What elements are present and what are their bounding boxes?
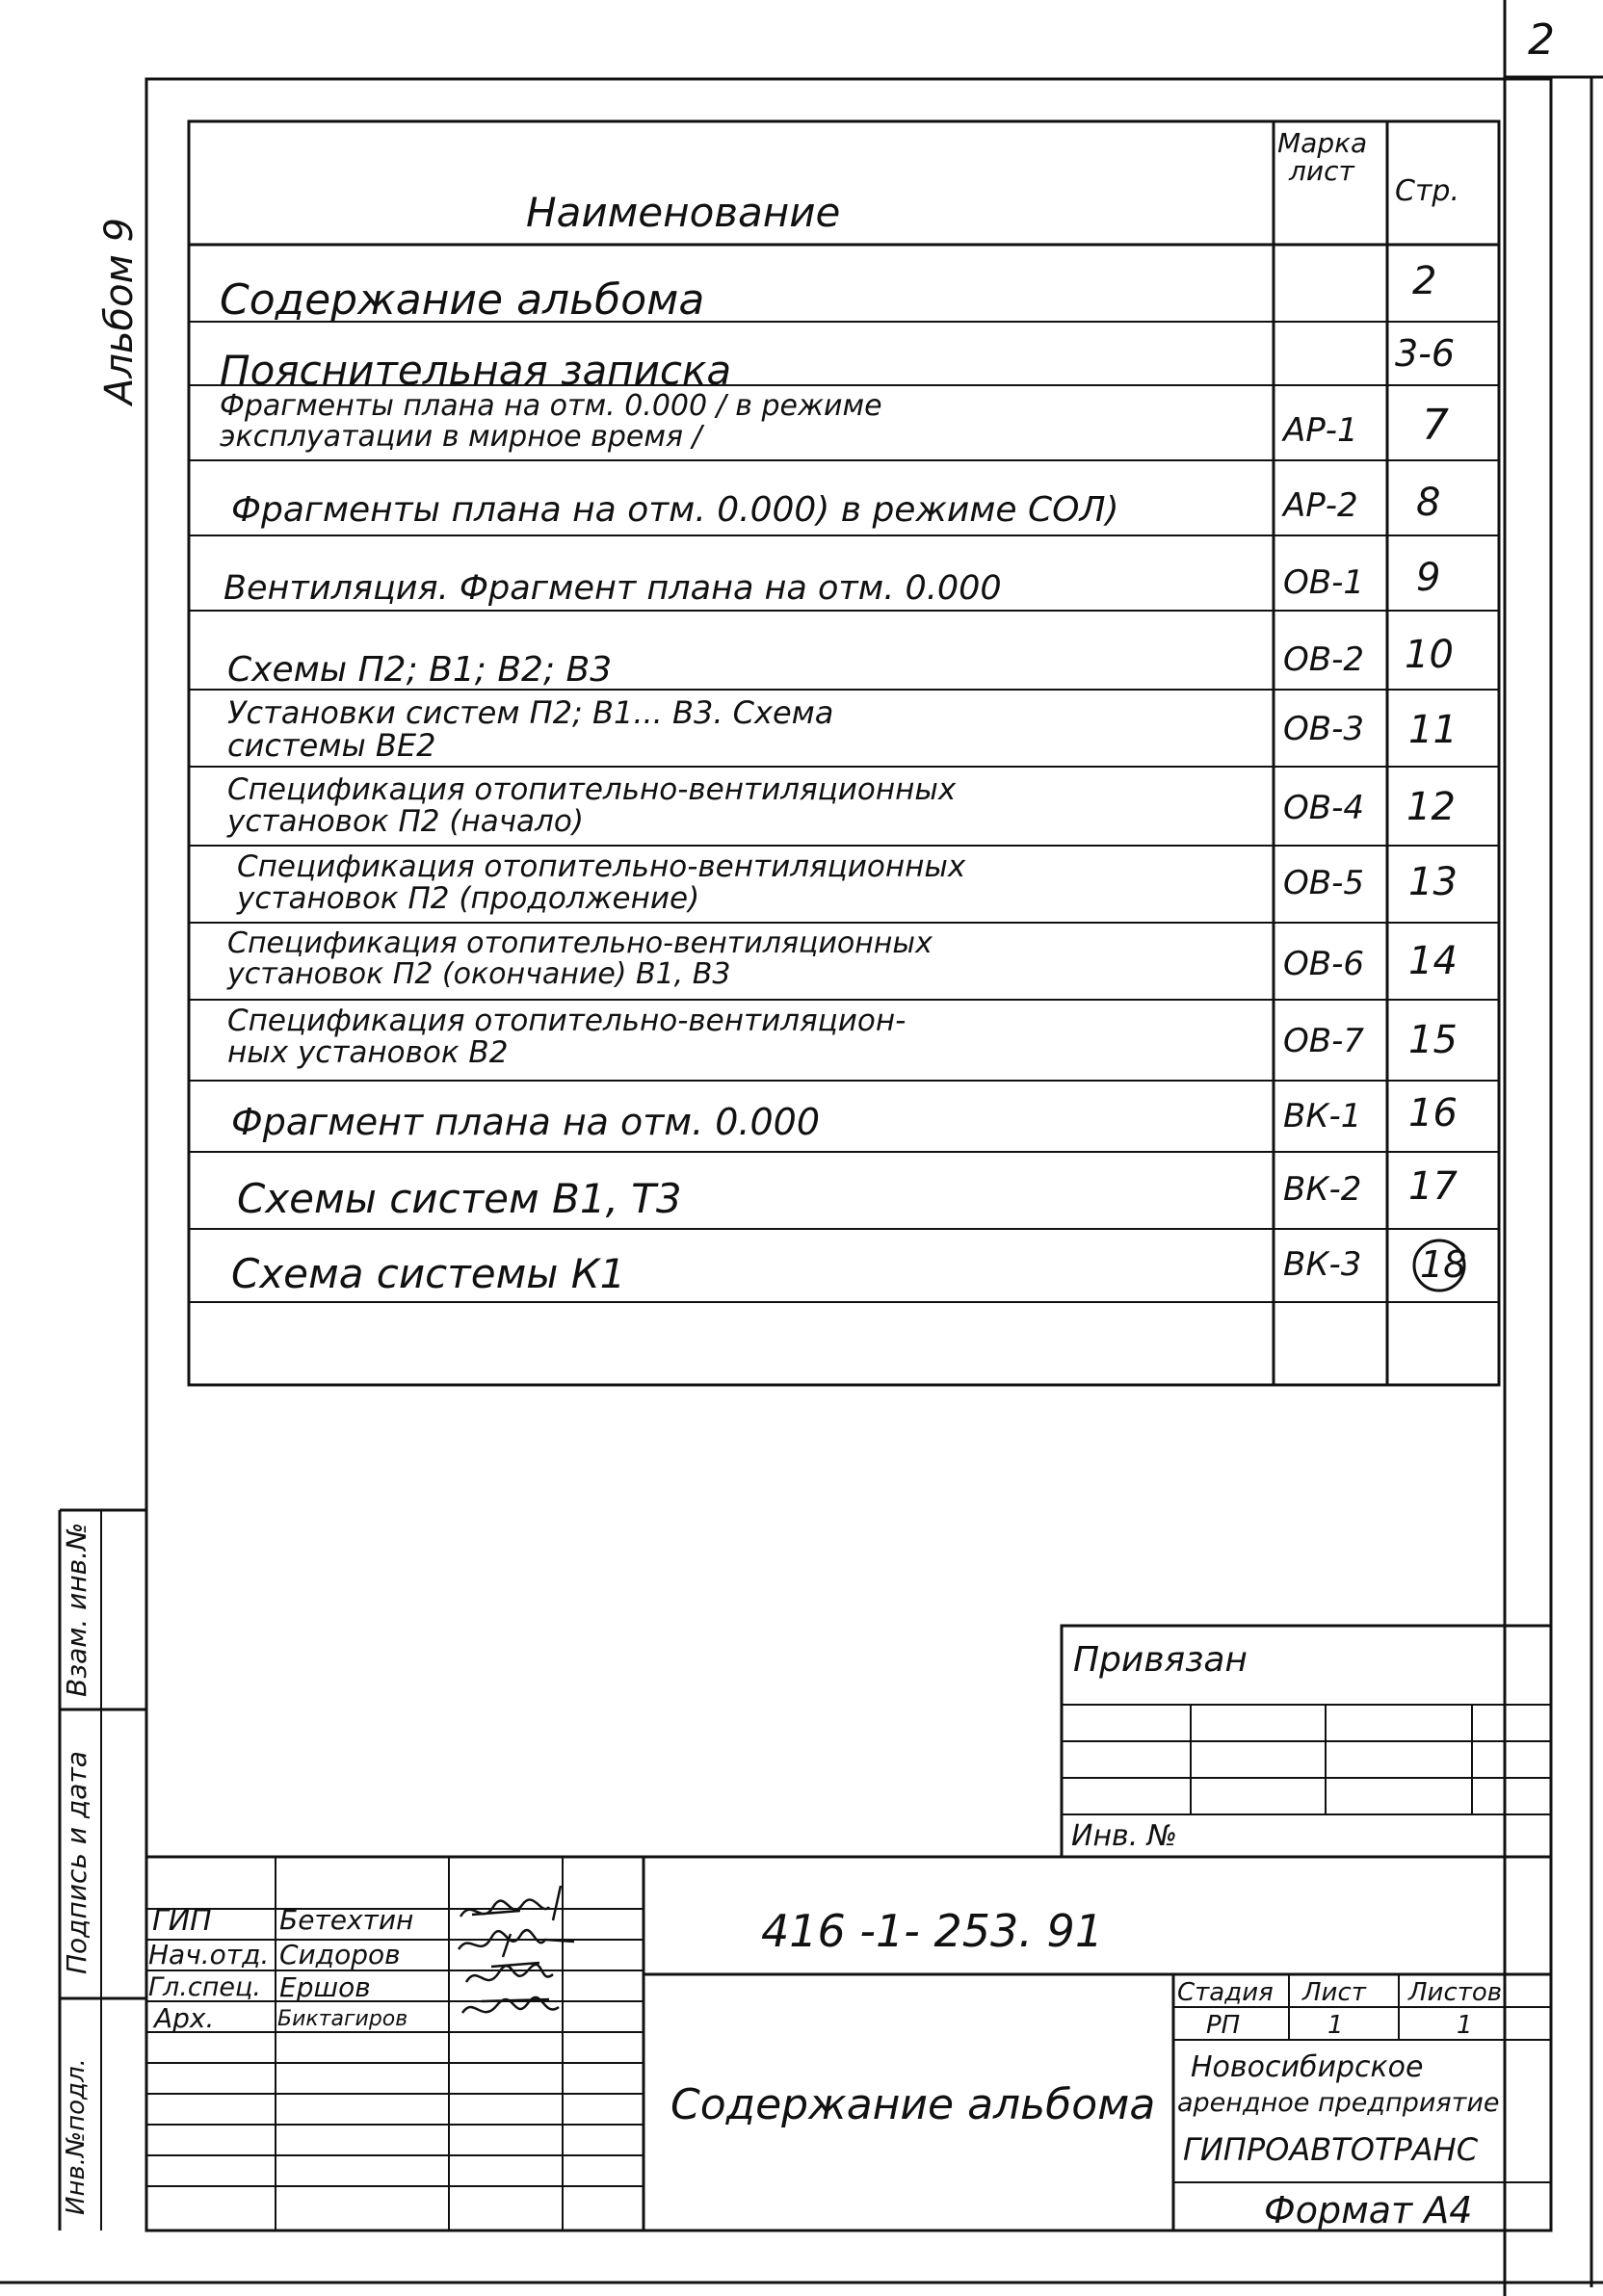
stamp-name: Бетехтин [279,1904,414,1936]
row-title-line1: Спецификация отопительно-вентиляционных [227,772,957,807]
org-line1: Новосибирское [1191,2050,1424,2084]
stamp-role: ГИП [152,1904,212,1938]
row-page: 8 [1416,481,1441,525]
document-title: Содержание альбома [670,2080,1156,2129]
row-mark: ОВ-5 [1283,864,1364,902]
sheets-value: 1 [1457,2011,1473,2040]
row-title-line2: установок П2 (окончание) В1, В3 [227,956,731,991]
row-title-line1: Спецификация отопительно-вентиляцион- [227,1004,907,1038]
row-mark: ВК-3 [1283,1245,1362,1284]
row-title-line2: установок П2 (начало) [227,803,584,839]
binding-inv-label: Инв. № [1071,1819,1178,1853]
sheets-label: Листов [1408,1978,1503,2007]
row-title-line1: Спецификация отопительно-вентиляционных [237,849,966,884]
row-title [220,391,882,452]
row-mark: ВК-2 [1283,1170,1362,1209]
row-mark: ОВ-7 [1283,1022,1364,1060]
row-page: 13 [1408,860,1458,904]
row-title: Схема системы К1 [231,1250,626,1297]
sheet-label: Лист [1302,1978,1366,2007]
row-page: 16 [1408,1091,1458,1135]
row-title [227,774,956,837]
header-mark-line2: лист [1289,155,1354,188]
row-mark: ОВ-1 [1283,563,1364,602]
row-page: 2 [1412,259,1437,303]
side-label-replaced-inv: Взам. инв.№ [61,1522,92,1697]
row-mark: ВК-1 [1283,1097,1362,1135]
side-label-signature-date: Подпись и дата [61,1751,92,1974]
row-mark: ОВ-3 [1283,710,1364,748]
album-label: Альбом 9 [97,218,142,404]
row-page: 17 [1408,1164,1458,1209]
row-title: Схемы систем В1, Т3 [237,1175,682,1222]
row-title-line2: ных установок В2 [227,1034,509,1070]
org-line2: арендное предприятие [1177,2088,1500,2118]
row-title-line2: установок П2 (продолжение) [237,880,700,916]
stamp-name: Ершов [279,1971,371,2003]
stage-value: РП [1206,2011,1241,2040]
header-page: Стр. [1395,174,1460,208]
row-title-line1: Установки систем П2; В1... В3. Схема [227,694,834,731]
row-page: 3-6 [1395,332,1456,375]
header-mark-line1: Марка [1277,127,1368,159]
side-label-inv-original: Инв.№подл. [62,2058,91,2215]
row-mark: АР-1 [1283,411,1358,450]
format-label: Формат А4 [1264,2189,1473,2231]
row-page: 12 [1406,785,1456,829]
document-code: 416 -1- 253. 91 [761,1905,1104,1957]
row-title-line2: системы ВЕ2 [227,726,436,764]
row-page: 10 [1405,633,1454,677]
row-title [227,694,834,764]
stamp-name: Сидоров [279,1939,401,1970]
row-page: 15 [1408,1018,1458,1062]
row-mark: ОВ-4 [1283,789,1364,827]
stamp-role: Арх. [154,2002,215,2034]
header-mark [1277,129,1367,186]
row-mark: АР-2 [1283,486,1358,525]
page-number: 2 [1528,15,1555,65]
row-page: 11 [1408,708,1458,752]
row-title: Схемы П2; В1; В2; В3 [227,650,613,690]
signature-scribbles [453,1878,597,2042]
header-name: Наименование [526,189,841,236]
row-title-line1: Фрагменты плана на отм. 0.000 / в режиме [220,389,882,423]
binding-label: Привязан [1073,1640,1248,1680]
row-title: Вентиляция. Фрагмент плана на отм. 0.000 [223,569,1002,608]
row-title: Содержание альбома [220,275,705,325]
row-title-line1: Спецификация отопительно-вентиляционных [227,926,933,960]
row-title [237,851,965,914]
row-title [227,1005,906,1068]
stamp-role: Гл.спец. [148,1972,261,2002]
row-title: Фрагмент плана на отм. 0.000 [231,1101,821,1143]
stage-label: Стадия [1177,1978,1274,2007]
row-title [227,928,933,989]
sheet-value: 1 [1327,2011,1344,2040]
row-title: Фрагменты плана на отм. 0.000) в режиме СОЛ) [231,490,1119,530]
row-mark: ОВ-6 [1283,945,1364,983]
stamp-role: Нач.отд. [148,1939,270,1970]
org-line3: ГИПРОАВТОТРАНС [1183,2131,1479,2168]
row-page: 9 [1416,556,1441,600]
row-title-line2: эксплуатации в мирное время / [220,419,702,454]
row-mark: ОВ-2 [1283,640,1364,679]
row-page: 18 [1420,1243,1467,1286]
row-page: 14 [1408,939,1458,983]
row-title: Пояснительная записка [220,347,732,394]
stamp-name: Биктагиров [277,2007,408,2031]
row-page: 7 [1422,401,1449,450]
